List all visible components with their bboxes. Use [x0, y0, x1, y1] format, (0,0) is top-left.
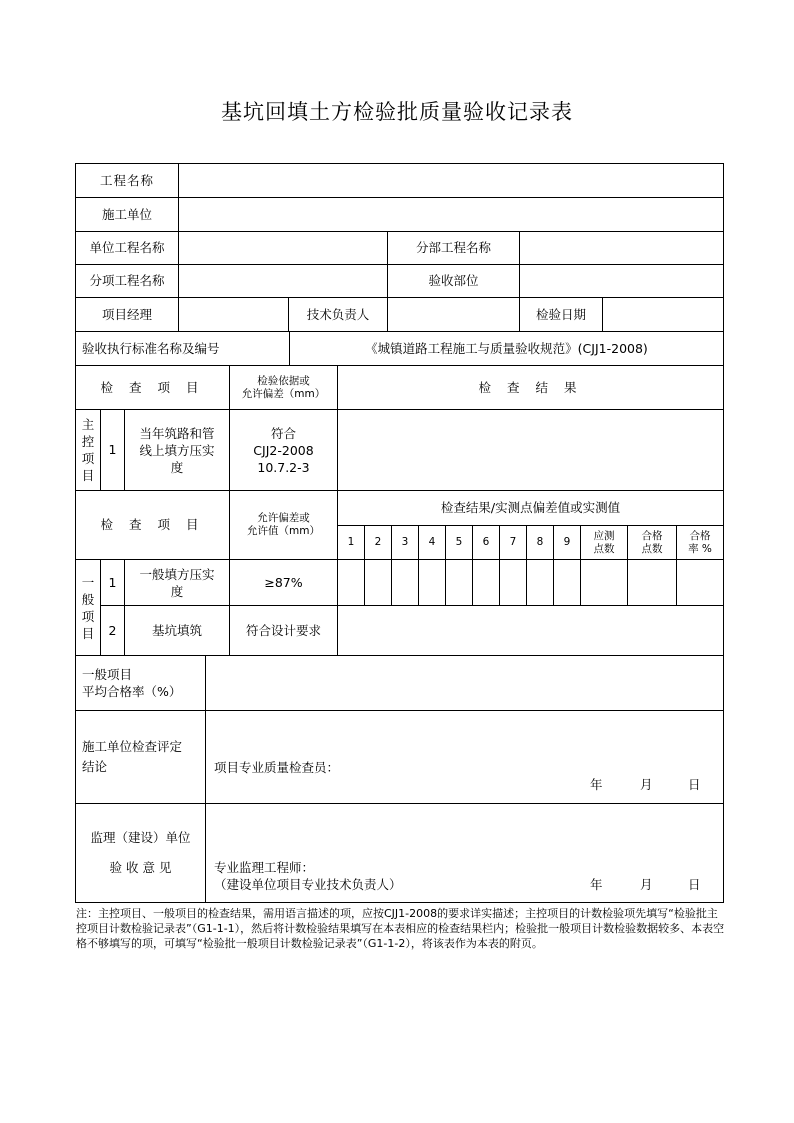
pass-count-field[interactable] [627, 559, 677, 606]
page-title: 基坑回填土方检验批质量验收记录表 [221, 100, 573, 124]
standard-label: 验收执行标准名称及编号 [75, 331, 290, 366]
general-allow-header-line1: 允许偏差或 [257, 512, 310, 524]
record-table [76, 164, 724, 903]
point-value-field[interactable] [499, 559, 527, 606]
supervision-label-line2: 验 收 意 见 [109, 860, 172, 875]
acceptance-part-label: 验收部位 [387, 264, 520, 298]
supervision-label-line1: 监理（建设）单位 [90, 830, 191, 845]
general-char: 一 [81, 574, 95, 590]
general-row-allow: 符合设计要求 [229, 605, 338, 656]
tech-lead-field[interactable] [387, 297, 520, 332]
project-manager-label: 项目经理 [75, 297, 179, 332]
main-row-number: 1 [100, 409, 125, 491]
general-char: 项 [81, 608, 95, 624]
inspection-date-label: 检验日期 [519, 297, 603, 332]
project-name-field[interactable] [178, 163, 724, 198]
conclusion-year: 年 [590, 777, 603, 792]
main-row-item-line: 当年筑路和管 [139, 425, 215, 441]
main-row-basis [229, 409, 338, 491]
general-category [75, 559, 101, 656]
general-row-number: 2 [100, 605, 125, 656]
point-number-header: 7 [499, 525, 527, 560]
point-number-header: 2 [364, 525, 392, 560]
main-row-basis-line: CJJ2-2008 [253, 442, 314, 458]
sub-item-label: 分项工程名称 [75, 264, 179, 298]
general-char: 目 [81, 625, 95, 641]
standard-value: 《城镇道路工程施工与质量验收规范》(CJJ1-2008) [289, 331, 724, 366]
point-value-field[interactable] [418, 559, 446, 606]
main-basis-header-line1: 检验依据或 [257, 374, 310, 387]
main-row-item-line: 度 [170, 459, 184, 475]
tech-lead-label: 技术负责人 [288, 297, 388, 332]
main-row-result-field[interactable] [337, 409, 724, 491]
main-result-header: 检 查 结 果 [337, 365, 724, 410]
point-value-field[interactable] [337, 559, 365, 606]
main-row-item [124, 409, 230, 491]
point-number-header: 5 [445, 525, 473, 560]
supervision-label [75, 803, 206, 903]
general-item-header: 检 查 项 目 [75, 490, 230, 560]
pass-rate-header [676, 525, 724, 560]
sub-item-field[interactable] [178, 264, 388, 298]
should-count-line: 点数 [593, 542, 615, 555]
unit-project-field[interactable] [178, 231, 388, 265]
construction-unit-field[interactable] [178, 197, 724, 232]
general-row-number: 1 [100, 559, 125, 606]
should-count-header [580, 525, 628, 560]
main-item-header: 检 查 项 目 [75, 365, 230, 410]
pass-rate-line: 合格 [689, 529, 711, 542]
engineer-label: 专业监理工程师： [214, 860, 315, 875]
conclusion-label-line2: 结论 [82, 759, 108, 774]
main-row-basis-line: 符合 [270, 425, 296, 441]
general-allow-header-line2: 允许值（mm） [247, 525, 320, 537]
supervision-year: 年 [590, 877, 603, 892]
general-row-item-line: 一般填方压实 [139, 566, 215, 582]
main-control-char: 项 [81, 451, 95, 466]
point-value-field[interactable] [526, 559, 554, 606]
avg-rate-field[interactable] [205, 655, 724, 711]
project-name-label: 工程名称 [75, 163, 179, 198]
main-basis-header [229, 365, 338, 410]
point-number-header: 4 [418, 525, 446, 560]
point-number-header: 9 [553, 525, 581, 560]
point-number-header: 1 [337, 525, 365, 560]
general-row-item: 基坑填筑 [124, 605, 230, 656]
conclusion-day: 日 [688, 777, 701, 792]
owner-label: （建设单位项目专业技术负责人） [214, 877, 402, 892]
pass-rate-field[interactable] [676, 559, 724, 606]
general-row-allow: ≥87% [229, 559, 338, 606]
point-value-field[interactable] [472, 559, 500, 606]
avg-rate-label [75, 655, 206, 711]
main-row-item-line: 线上填方压实 [139, 442, 215, 458]
sub-division-field[interactable] [519, 231, 724, 265]
conclusion-label-line1: 施工单位检查评定 [82, 739, 183, 754]
point-value-field[interactable] [445, 559, 473, 606]
inspector-label: 项目专业质量检查员： [214, 760, 340, 775]
main-control-char: 控 [81, 434, 95, 449]
supervision-month: 月 [640, 877, 653, 892]
main-basis-header-line2: 允许偏差（mm） [241, 387, 326, 400]
conclusion-month: 月 [640, 777, 653, 792]
sub-division-label: 分部工程名称 [387, 231, 520, 265]
should-count-line: 应测 [593, 529, 615, 542]
point-value-field[interactable] [391, 559, 419, 606]
pass-count-line: 点数 [641, 542, 663, 555]
should-count-field[interactable] [580, 559, 628, 606]
main-control-category [75, 409, 101, 491]
footnote: 注：主控项目、一般项目的检查结果，需用语言描述的项，应按CJJ1-2008的要求详实描述；主控项目的计数检验项先填写“检验批主控项目计数检验记录表”（G1-1-1），然后将计数检验结果填写在本表相应的检查结果栏内；检验批一般项目计数检验数据较多、本表空格不够填写的项，可填写“检验批一般项目计数检验记录表”（G1-1-2），将该表作为本表的附页。 [76, 907, 725, 950]
pass-count-line: 合格 [641, 529, 663, 542]
avg-rate-line2: 平均合格率（%） [82, 684, 182, 699]
supervision-day: 日 [688, 877, 701, 892]
pass-rate-line: 率 % [688, 542, 712, 555]
point-number-header: 6 [472, 525, 500, 560]
pass-count-header [627, 525, 677, 560]
general-row-item-line: 度 [170, 583, 184, 599]
avg-rate-line1: 一般项目 [82, 667, 133, 682]
general-allow-header [229, 490, 338, 560]
acceptance-part-field[interactable] [519, 264, 724, 298]
general-result-header: 检查结果/实测点偏差值或实测值 [337, 490, 724, 526]
main-control-char: 目 [81, 468, 95, 483]
point-number-header: 8 [526, 525, 554, 560]
general-row-item [124, 559, 230, 606]
construction-unit-label: 施工单位 [75, 197, 179, 232]
project-manager-field[interactable] [178, 297, 289, 332]
point-value-field[interactable] [364, 559, 392, 606]
point-number-header: 3 [391, 525, 419, 560]
point-value-field[interactable] [553, 559, 581, 606]
general-row-result-field[interactable] [337, 605, 724, 656]
main-row-basis-line: 10.7.2-3 [257, 459, 310, 475]
inspection-date-field[interactable] [602, 297, 724, 332]
unit-project-label: 单位工程名称 [75, 231, 179, 265]
conclusion-label [75, 710, 206, 804]
main-control-char: 主 [81, 417, 95, 432]
general-char: 般 [81, 591, 95, 607]
